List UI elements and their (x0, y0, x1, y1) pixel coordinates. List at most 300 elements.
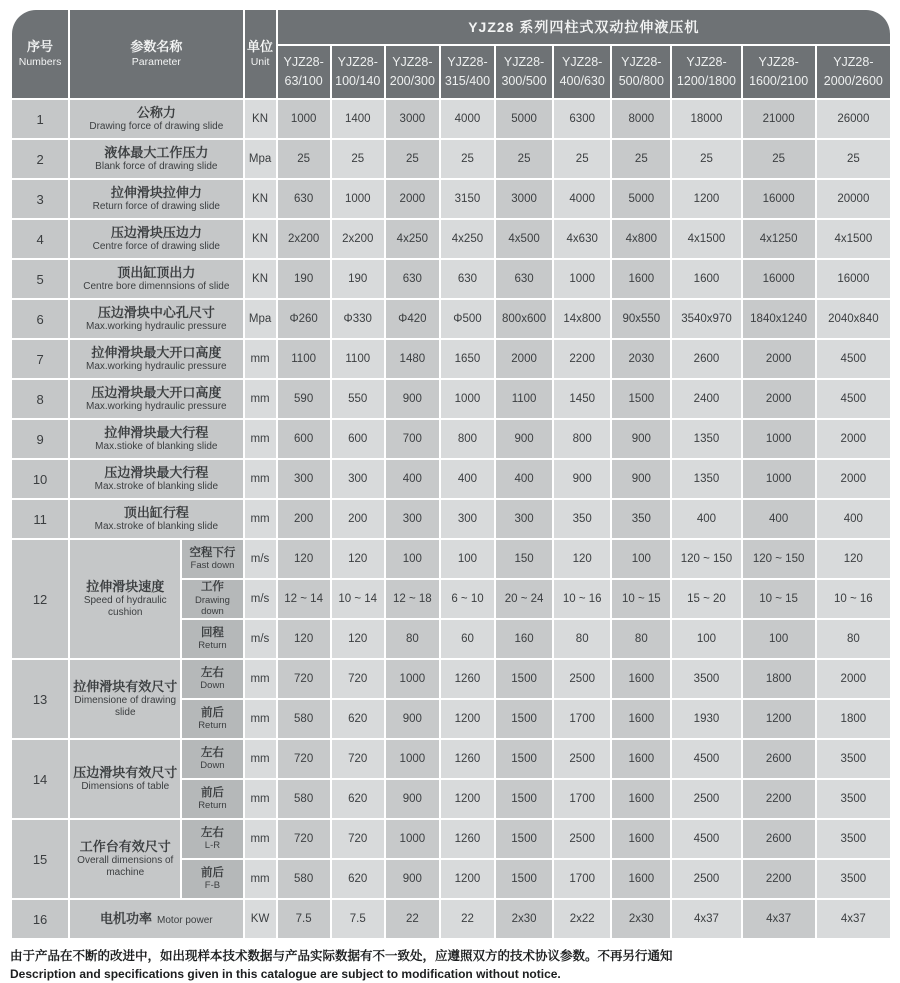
table-row (12, 500, 890, 538)
sub-parameter-cell: 左右 Down (182, 660, 242, 698)
value-cell: 2200 (743, 780, 815, 818)
table-header-row (12, 10, 890, 44)
model-header-cell: YJZ28- 500/800 (612, 46, 670, 98)
value-cell: 1500 (496, 820, 552, 858)
value-cell: 2600 (743, 820, 815, 858)
value-cell: 3500 (817, 860, 890, 898)
sub-parameter-cell: 前后 Return (182, 780, 242, 818)
parameter-cell: 工作台有效尺寸 Overall dimensions of machine (70, 820, 180, 898)
value-cell: 2400 (672, 380, 740, 418)
value-cell: 1500 (612, 380, 670, 418)
value-cell: 1000 (386, 820, 439, 858)
value-cell: 400 (386, 460, 439, 498)
value-cell: 7.5 (278, 900, 330, 938)
value-cell: 1260 (441, 740, 494, 778)
row-number-cell: 9 (12, 420, 68, 458)
parameter-cell: 拉伸滑块最大开口高度 Max.working hydraulic pressure (70, 340, 242, 378)
value-cell: 300 (496, 500, 552, 538)
table-row (12, 820, 890, 858)
parameter-cell: 顶出缸行程 Max.stroke of blanking slide (70, 500, 242, 538)
value-cell: 2x30 (612, 900, 670, 938)
spec-table (10, 8, 892, 940)
value-cell: 2500 (554, 660, 610, 698)
value-cell: 200 (278, 500, 330, 538)
value-cell: 25 (386, 140, 439, 178)
value-cell: 1500 (496, 740, 552, 778)
model-header-cell: YJZ28- 300/500 (496, 46, 552, 98)
sub-parameter-cell: 左右 L-R (182, 820, 242, 858)
table-row (12, 380, 890, 418)
value-cell: 4000 (441, 100, 494, 138)
table-title: YJZ28 系列四柱式双动拉伸液压机 (278, 10, 890, 44)
value-cell: 3500 (817, 820, 890, 858)
row-number-cell: 5 (12, 260, 68, 298)
unit-cell: KN (245, 220, 276, 258)
value-cell: 2000 (817, 660, 890, 698)
value-cell: 580 (278, 700, 330, 738)
value-cell: 720 (332, 660, 384, 698)
value-cell: 60 (441, 620, 494, 658)
value-cell: 4500 (672, 820, 740, 858)
value-cell: 300 (441, 500, 494, 538)
spec-table-body (12, 100, 890, 938)
header-unit-en: Unit (250, 55, 270, 68)
unit-cell: KW (245, 900, 276, 938)
value-cell: 4500 (817, 380, 890, 418)
value-cell: 3000 (386, 100, 439, 138)
parameter-cell: 顶出缸顶出力 Centre bore dimennsions of slide (70, 260, 242, 298)
unit-cell: mm (245, 860, 276, 898)
table-row (12, 340, 890, 378)
parameter-cell: 压边滑块有效尺寸 Dimensions of table (70, 740, 180, 818)
value-cell: 200 (332, 500, 384, 538)
value-cell: 400 (672, 500, 740, 538)
value-cell: 25 (612, 140, 670, 178)
value-cell: 800 (554, 420, 610, 458)
footer-note-en: Description and specifications given in this catalogue are subject to modification without notice. (10, 966, 561, 981)
value-cell: 7.5 (332, 900, 384, 938)
row-number-cell: 2 (12, 140, 68, 178)
value-cell: 720 (278, 820, 330, 858)
value-cell: 4x250 (441, 220, 494, 258)
parameter-cell: 电机功率 Motor power (70, 900, 242, 938)
value-cell: 1100 (278, 340, 330, 378)
value-cell: 400 (743, 500, 815, 538)
header-number-cell (12, 10, 68, 98)
value-cell: 4x250 (386, 220, 439, 258)
value-cell: 620 (332, 700, 384, 738)
value-cell: 16000 (743, 260, 815, 298)
sub-parameter-cell: 工作 Drawing down (182, 580, 242, 618)
parameter-cell: 拉伸滑块最大行程 Max.stioke of blanking slide (70, 420, 242, 458)
footer-note-zh: 由于产品在不断的改进中，如出现样本技术数据与产品实际数据有不一致处，应遵照双方的技术协议参数。不再另行通知 (10, 949, 673, 963)
value-cell: 4x37 (817, 900, 890, 938)
value-cell: 720 (278, 660, 330, 698)
value-cell: 1200 (441, 860, 494, 898)
value-cell: 400 (441, 460, 494, 498)
row-number-cell: 8 (12, 380, 68, 418)
row-number-cell: 6 (12, 300, 68, 338)
value-cell: 4500 (672, 740, 740, 778)
unit-cell: KN (245, 100, 276, 138)
value-cell: 10 ~ 15 (612, 580, 670, 618)
value-cell: 900 (612, 420, 670, 458)
value-cell: 1500 (496, 700, 552, 738)
value-cell: 350 (554, 500, 610, 538)
value-cell: 15 ~ 20 (672, 580, 740, 618)
value-cell: 400 (496, 460, 552, 498)
value-cell: 120 (817, 540, 890, 578)
value-cell: 1600 (612, 700, 670, 738)
value-cell: 350 (612, 500, 670, 538)
value-cell: 26000 (817, 100, 890, 138)
row-number-cell: 15 (12, 820, 68, 898)
table-row (12, 460, 890, 498)
value-cell: 4000 (554, 180, 610, 218)
value-cell: 2500 (554, 740, 610, 778)
value-cell: 2x22 (554, 900, 610, 938)
value-cell: 2x200 (278, 220, 330, 258)
value-cell: 80 (386, 620, 439, 658)
sub-parameter-cell: 前后 F-B (182, 860, 242, 898)
value-cell: 10 ~ 16 (554, 580, 610, 618)
row-number-cell: 4 (12, 220, 68, 258)
value-cell: 1840x1240 (743, 300, 815, 338)
table-row (12, 100, 890, 138)
unit-cell: mm (245, 340, 276, 378)
value-cell: 100 (743, 620, 815, 658)
value-cell: 120 (278, 540, 330, 578)
value-cell: 6 ~ 10 (441, 580, 494, 618)
value-cell: 800 (441, 420, 494, 458)
value-cell: 1600 (612, 740, 670, 778)
value-cell: 10 ~ 16 (817, 580, 890, 618)
value-cell: 590 (278, 380, 330, 418)
value-cell: 16000 (817, 260, 890, 298)
value-cell: 620 (332, 780, 384, 818)
value-cell: 2500 (672, 780, 740, 818)
value-cell: 1000 (386, 740, 439, 778)
value-cell: 2500 (672, 860, 740, 898)
value-cell: 4x37 (743, 900, 815, 938)
value-cell: 22 (441, 900, 494, 938)
value-cell: 1500 (496, 860, 552, 898)
value-cell: 2600 (672, 340, 740, 378)
value-cell: 20000 (817, 180, 890, 218)
value-cell: 2200 (554, 340, 610, 378)
value-cell: 120 (332, 620, 384, 658)
value-cell: 720 (332, 740, 384, 778)
parameter-cell: 压边滑块压边力 Centre force of drawing slide (70, 220, 242, 258)
header-parameter-en: Parameter (131, 55, 181, 68)
value-cell: 400 (817, 500, 890, 538)
unit-cell: Mpa (245, 140, 276, 178)
value-cell: 4x1500 (672, 220, 740, 258)
value-cell: 1260 (441, 820, 494, 858)
unit-cell: mm (245, 460, 276, 498)
value-cell: 1000 (441, 380, 494, 418)
table-row (12, 540, 890, 578)
value-cell: 630 (441, 260, 494, 298)
value-cell: 1000 (278, 100, 330, 138)
sub-parameter-cell: 左右 Down (182, 740, 242, 778)
value-cell: 1480 (386, 340, 439, 378)
value-cell: Φ420 (386, 300, 439, 338)
value-cell: 630 (496, 260, 552, 298)
parameter-cell: 液体最大工作压力 Blank force of drawing slide (70, 140, 242, 178)
value-cell: 1500 (496, 780, 552, 818)
value-cell: 600 (278, 420, 330, 458)
value-cell: 12 ~ 14 (278, 580, 330, 618)
table-row (12, 660, 890, 698)
value-cell: 1200 (441, 700, 494, 738)
value-cell: 580 (278, 780, 330, 818)
value-cell: 10 ~ 15 (743, 580, 815, 618)
row-number-cell: 16 (12, 900, 68, 938)
value-cell: 300 (278, 460, 330, 498)
value-cell: 1000 (332, 180, 384, 218)
value-cell: 22 (386, 900, 439, 938)
value-cell: 1400 (332, 100, 384, 138)
row-number-cell: 12 (12, 540, 68, 658)
value-cell: 2000 (386, 180, 439, 218)
parameter-cell: 压边滑块最大行程 Max.stroke of blanking slide (70, 460, 242, 498)
value-cell: 4500 (817, 340, 890, 378)
unit-cell: KN (245, 260, 276, 298)
header-unit-zh: 单位 (247, 39, 274, 55)
value-cell: 5000 (612, 180, 670, 218)
value-cell: 1700 (554, 860, 610, 898)
model-header-cell: YJZ28- 2000/2600 (817, 46, 890, 98)
value-cell: 80 (817, 620, 890, 658)
value-cell: 190 (278, 260, 330, 298)
table-row (12, 140, 890, 178)
value-cell: 25 (817, 140, 890, 178)
value-cell: 120 (554, 540, 610, 578)
value-cell: 3000 (496, 180, 552, 218)
row-number-cell: 14 (12, 740, 68, 818)
value-cell: 1200 (743, 700, 815, 738)
value-cell: 1600 (612, 780, 670, 818)
value-cell: 580 (278, 860, 330, 898)
value-cell: 1700 (554, 700, 610, 738)
value-cell: 1600 (612, 660, 670, 698)
value-cell: 10 ~ 14 (332, 580, 384, 618)
model-header-cell: YJZ28- 1600/2100 (743, 46, 815, 98)
model-header-cell: YJZ28- 100/140 (332, 46, 384, 98)
header-unit-cell (245, 10, 276, 98)
value-cell: 1260 (441, 660, 494, 698)
value-cell: 4x1250 (743, 220, 815, 258)
value-cell: 1600 (612, 820, 670, 858)
value-cell: 120 (332, 540, 384, 578)
value-cell: 2030 (612, 340, 670, 378)
value-cell: 160 (496, 620, 552, 658)
value-cell: 1000 (386, 660, 439, 698)
value-cell: 18000 (672, 100, 740, 138)
value-cell: 900 (386, 860, 439, 898)
header-number-zh: 序号 (27, 39, 54, 55)
value-cell: 1600 (612, 860, 670, 898)
unit-cell: m/s (245, 580, 276, 618)
table-row (12, 740, 890, 778)
value-cell: 550 (332, 380, 384, 418)
value-cell: 2000 (817, 460, 890, 498)
unit-cell: mm (245, 500, 276, 538)
header-parameter-cell (70, 10, 242, 98)
value-cell: 1350 (672, 460, 740, 498)
value-cell: 120 ~ 150 (672, 540, 740, 578)
unit-cell: mm (245, 820, 276, 858)
value-cell: 2000 (817, 420, 890, 458)
value-cell: 25 (278, 140, 330, 178)
value-cell: 900 (386, 780, 439, 818)
value-cell: 800x600 (496, 300, 552, 338)
value-cell: 6300 (554, 100, 610, 138)
value-cell: 1800 (817, 700, 890, 738)
value-cell: 1200 (441, 780, 494, 818)
value-cell: 4x1500 (817, 220, 890, 258)
value-cell: 900 (386, 700, 439, 738)
value-cell: 2200 (743, 860, 815, 898)
value-cell: 900 (612, 460, 670, 498)
value-cell: 2x30 (496, 900, 552, 938)
parameter-cell: 公称力 Drawing force of drawing slide (70, 100, 242, 138)
table-row (12, 260, 890, 298)
value-cell: 900 (496, 420, 552, 458)
footer-note (10, 947, 892, 983)
model-header-cell: YJZ28- 400/630 (554, 46, 610, 98)
value-cell: 100 (386, 540, 439, 578)
table-row (12, 900, 890, 938)
value-cell: 14x800 (554, 300, 610, 338)
unit-cell: mm (245, 780, 276, 818)
value-cell: 4x500 (496, 220, 552, 258)
value-cell: 5000 (496, 100, 552, 138)
value-cell: 3150 (441, 180, 494, 218)
value-cell: Φ500 (441, 300, 494, 338)
value-cell: 1200 (672, 180, 740, 218)
value-cell: 150 (496, 540, 552, 578)
value-cell: 100 (672, 620, 740, 658)
value-cell: 25 (496, 140, 552, 178)
model-header-cell: YJZ28- 1200/1800 (672, 46, 740, 98)
value-cell: Φ260 (278, 300, 330, 338)
value-cell: 1650 (441, 340, 494, 378)
value-cell: 1000 (554, 260, 610, 298)
value-cell: 2000 (743, 340, 815, 378)
unit-cell: m/s (245, 620, 276, 658)
value-cell: 90x550 (612, 300, 670, 338)
value-cell: 600 (332, 420, 384, 458)
unit-cell: mm (245, 740, 276, 778)
unit-cell: mm (245, 700, 276, 738)
value-cell: 4x630 (554, 220, 610, 258)
value-cell: 720 (278, 740, 330, 778)
unit-cell: m/s (245, 540, 276, 578)
unit-cell: mm (245, 660, 276, 698)
parameter-cell: 压边滑块最大开口高度 Max.working hydraulic pressure (70, 380, 242, 418)
value-cell: 1600 (612, 260, 670, 298)
value-cell: 100 (441, 540, 494, 578)
model-header-cell: YJZ28- 200/300 (386, 46, 439, 98)
parameter-cell: 拉伸滑块速度 Speed of hydraulic cushion (70, 540, 180, 658)
value-cell: 2500 (554, 820, 610, 858)
value-cell: 1930 (672, 700, 740, 738)
value-cell: 3500 (817, 740, 890, 778)
value-cell: 20 ~ 24 (496, 580, 552, 618)
value-cell: 12 ~ 18 (386, 580, 439, 618)
value-cell: 1450 (554, 380, 610, 418)
value-cell: 100 (612, 540, 670, 578)
value-cell: 1700 (554, 780, 610, 818)
value-cell: 2x200 (332, 220, 384, 258)
value-cell: 300 (386, 500, 439, 538)
row-number-cell: 10 (12, 460, 68, 498)
value-cell: 630 (386, 260, 439, 298)
sub-parameter-cell: 前后 Return (182, 700, 242, 738)
row-number-cell: 11 (12, 500, 68, 538)
row-number-cell: 3 (12, 180, 68, 218)
table-row (12, 180, 890, 218)
row-number-cell: 13 (12, 660, 68, 738)
value-cell: 8000 (612, 100, 670, 138)
value-cell: 120 ~ 150 (743, 540, 815, 578)
value-cell: 3500 (672, 660, 740, 698)
sub-parameter-cell: 空程下行 Fast down (182, 540, 242, 578)
unit-cell: KN (245, 180, 276, 218)
unit-cell: Mpa (245, 300, 276, 338)
header-number-en: Numbers (18, 55, 62, 68)
header-parameter-zh: 参数名称 (130, 39, 183, 55)
value-cell: 25 (332, 140, 384, 178)
value-cell: 190 (332, 260, 384, 298)
value-cell: 720 (332, 820, 384, 858)
value-cell: 80 (554, 620, 610, 658)
parameter-cell: 拉伸滑块有效尺寸 Dimensione of drawing slide (70, 660, 180, 738)
value-cell: 25 (743, 140, 815, 178)
table-row (12, 300, 890, 338)
row-number-cell: 7 (12, 340, 68, 378)
value-cell: 630 (278, 180, 330, 218)
value-cell: 1100 (496, 380, 552, 418)
value-cell: 900 (554, 460, 610, 498)
value-cell: 900 (386, 380, 439, 418)
value-cell: 1600 (672, 260, 740, 298)
value-cell: Φ330 (332, 300, 384, 338)
value-cell: 21000 (743, 100, 815, 138)
value-cell: 700 (386, 420, 439, 458)
value-cell: 1100 (332, 340, 384, 378)
value-cell: 300 (332, 460, 384, 498)
value-cell: 2040x840 (817, 300, 890, 338)
value-cell: 4x37 (672, 900, 740, 938)
value-cell: 25 (672, 140, 740, 178)
table-row (12, 420, 890, 458)
value-cell: 1800 (743, 660, 815, 698)
value-cell: 120 (278, 620, 330, 658)
unit-cell: mm (245, 420, 276, 458)
table-row (12, 220, 890, 258)
value-cell: 25 (554, 140, 610, 178)
value-cell: 1500 (496, 660, 552, 698)
value-cell: 2000 (496, 340, 552, 378)
model-header-cell: YJZ28- 315/400 (441, 46, 494, 98)
row-number-cell: 1 (12, 100, 68, 138)
value-cell: 3540x970 (672, 300, 740, 338)
value-cell: 25 (441, 140, 494, 178)
value-cell: 80 (612, 620, 670, 658)
